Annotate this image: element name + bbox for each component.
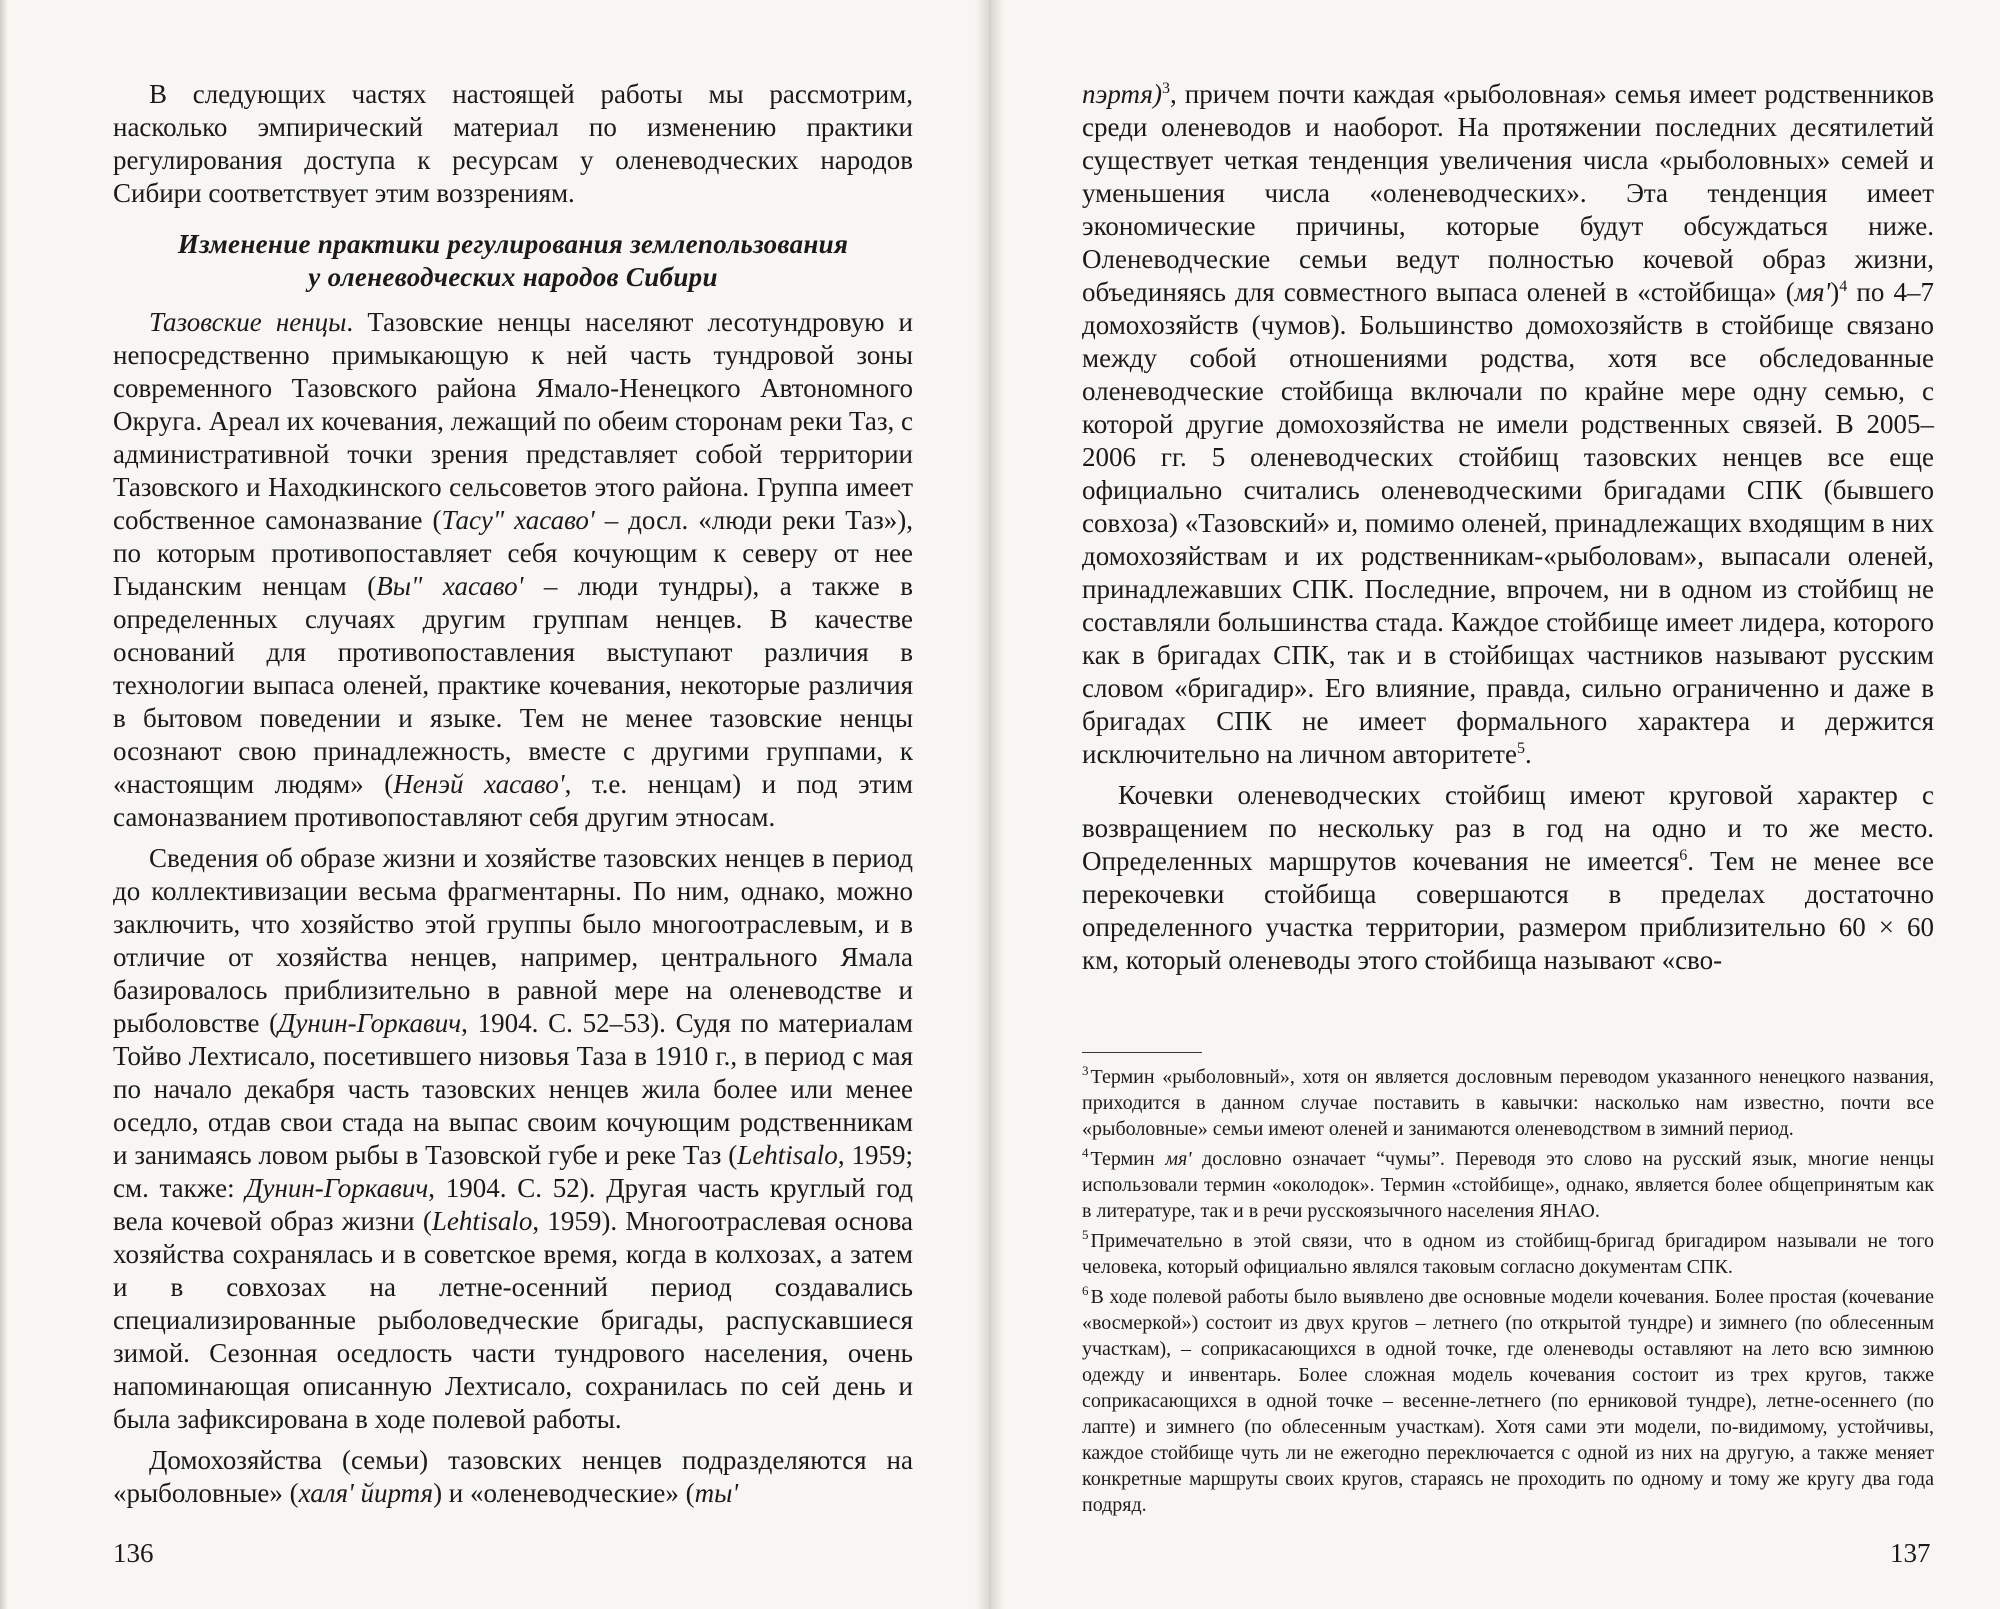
text-run: ) bbox=[1152, 79, 1162, 109]
section-heading-line1: Изменение практики регулирования землепользования bbox=[177, 229, 849, 259]
term: пэртя bbox=[1082, 79, 1153, 109]
text-run: – люди тундры), а также в определенных случаях другим группам ненцев. В качестве оснований для противопоставления выступают различия в технологии выпаса оленей, практике кочевания, некоторые различия в бытовом поведении и языке. Тем не менее тазовские ненцы осознают свою принадлежность, вместе с другими группами, к «настоящим людям» ( bbox=[113, 571, 913, 799]
footnote-ref[interactable]: 4 bbox=[1839, 278, 1848, 295]
page-number-right: 137 bbox=[1890, 1538, 1931, 1568]
paragraph-continuation bbox=[1082, 78, 1934, 771]
text-run: , т.е. ненцам) и под этим самоназванием противопоставляют себя другим этносам. bbox=[113, 769, 913, 832]
footnote-5 bbox=[1082, 1228, 1934, 1280]
footnote-number: 3 bbox=[1082, 1063, 1089, 1079]
citation: Дунин-Горкавич bbox=[278, 1008, 462, 1038]
text-run: Кочевки оленеводческих стойбищ имеют круговой характер с возвращением по нескольку раз в год на одно и то же место. Определенных маршрутов кочевания не имеется bbox=[1082, 780, 1934, 876]
text-run: , причем почти каждая «рыболовная» семья имеет родственников среди оленеводов и наоборот. На протяжении последних десятилетий существует четкая тенденция увеличения числа «рыболовных» семей и уменьшения числа «оленеводческих». Эта тенденция имеет экономические причины, которые будут обсуждаться ниже. Оленеводческие семьи ведут полностью кочевой образ жизни, объединяясь для совместного выпаса оленей в «стойбища» ( bbox=[1082, 79, 1934, 307]
footnote-number: 4 bbox=[1082, 1145, 1089, 1161]
term: Тасу" хасаво' bbox=[441, 505, 595, 535]
citation: Lehtisalo bbox=[431, 1206, 533, 1236]
text-run: ) и «оленеводческие» ( bbox=[433, 1478, 695, 1508]
term: мя' bbox=[1165, 1148, 1192, 1170]
term: халя' йиртя bbox=[298, 1478, 434, 1508]
book-gutter bbox=[975, 0, 1005, 1609]
footnote-text: Термин «рыболовный», хотя он является дословным переводом указанного ненецкого названия, приходится в данном случае поставить в кавычки: насколько нам известно, почти все «рыболовные» семьи имеют оленей и занимаются оленеводством в зимний период. bbox=[1082, 1066, 1934, 1140]
footnote-ref[interactable]: 5 bbox=[1516, 740, 1525, 757]
footnote-4 bbox=[1082, 1146, 1934, 1224]
right-page-text bbox=[1082, 78, 1934, 977]
term: ты' bbox=[694, 1478, 739, 1508]
text-run: , 1959; см. также: bbox=[113, 1140, 913, 1203]
footnote-6 bbox=[1082, 1284, 1934, 1518]
footnote-text: дословно означает “чумы”. Переводя это слово на русский язык, многие ненцы использовали термин «околодок». Термин «стойбище», однако, является более общепринятым как в литературе, так и в речи русскоязычного населения ЯНАО. bbox=[1082, 1148, 1935, 1222]
paragraph-households bbox=[113, 1444, 913, 1510]
citation: Дунин-Горкавич bbox=[245, 1173, 429, 1203]
text-run: Сведения об образе жизни и хозяйстве тазовских ненцев в период до коллективизации весьма фрагментарны. По ним, однако, можно заключить, что хозяйство этой группы было многоотраслевым, и в отличие от хозяйства ненцев, например, центрального Ямала базировалось приблизительно в равной мере на оленеводстве и рыболовстве ( bbox=[113, 843, 913, 1038]
section-heading-line2: у оленеводческих народов Сибири bbox=[308, 262, 718, 292]
paragraph-taz-nenets bbox=[113, 306, 913, 834]
text-run: , 1959). Многоотраслевая основа хозяйства сохранялась и в советское время, когда в колхозах, а затем и в совхозах на летне-осенний период создавались специализированные рыболоведческие бригады, распускавшиеся зимой. Сезонная оседлость части тундрового населения, очень напоминающая описанную Лехтисало, сохранилась по сей день и была зафиксирована в ходе полевой работы. bbox=[113, 1206, 914, 1434]
paragraph-migrations bbox=[1082, 779, 1934, 977]
term: Ненэй хасаво' bbox=[393, 769, 565, 799]
text-run: ) bbox=[1830, 277, 1840, 307]
page-edge-shadow bbox=[0, 0, 8, 1609]
text-run: – досл. «люди реки Таз»), по которым противопоставляет себя кочующим к северу от нее Гыданским ненцам ( bbox=[113, 505, 913, 601]
text-run: Домохозяйства (семьи) тазовских ненцев подразделяются на «рыболовные» ( bbox=[113, 1445, 913, 1508]
text-run: . Тазовские ненцы населяют лесотундровую и непосредственно примыкающую к ней часть тундровой зоны современного Тазовского района Ямало-Ненецкого Автономного Округа. Ареал их кочевания, лежащий по обеим сторонам реки Таз, с административной точки зрения представляет собой территории Тазовского и Находкинского сельсоветов этого района. Группа имеет собственное самоназвание ( bbox=[113, 307, 913, 535]
footnote-text: Примечательно в этой связи, что в одном из стойбищ-бригад бригадиром называли не того человека, который официально являлся таковым согласно документам СПК. bbox=[1082, 1230, 1934, 1278]
footnote-ref[interactable]: 3 bbox=[1161, 80, 1170, 97]
section-heading bbox=[113, 228, 913, 294]
term: Вы" хасаво' bbox=[376, 571, 524, 601]
citation: Lehtisalo bbox=[737, 1140, 838, 1170]
paragraph-economy bbox=[113, 842, 913, 1436]
footnote-number: 6 bbox=[1082, 1283, 1089, 1299]
footnote-text: В ходе полевой работы было выявлено две основные модели кочевания. Более простая (кочевание «восмеркой») состоит из двух кругов – летнего (по открытой тундре) и зимнего (по облесенным участкам), – соприкасающихся в одной точке, где оленеводы оставляют на лето всю зимнюю одежду и инвентарь. Более сложная модель кочевания состоит из трех кругов, также соприкасающихся в одной точке – весенне-летнего (по ерниковой тундре), летне-осеннего (по лапте) и зимнего (по облесенным участкам). Хотя сами эти модели, по-видимому, устойчивы, каждое стойбище чуть ли не ежегодно переключается с одной из них на другую, а также меняет конкретные маршруты своих кругов, стараясь не проходить по одному и тому же кругу два года подряд. bbox=[1082, 1286, 1934, 1516]
footnote-3 bbox=[1082, 1064, 1934, 1142]
footnotes bbox=[1082, 1064, 1934, 1522]
footnote-ref[interactable]: 6 bbox=[1679, 847, 1688, 864]
footnote-number: 5 bbox=[1082, 1227, 1089, 1243]
left-page-text bbox=[113, 78, 913, 1510]
intro-paragraph: В следующих частях настоящей работы мы рассмотрим, насколько эмпирический материал по изменению практики регулирования доступа к ресурсам у оленеводческих народов Сибири соответствует этим воззрениям. bbox=[113, 79, 913, 208]
text-run: , 1904. С. 52–53). Судя по материалам Тойво Лехтисало, посетившего низовья Таза в 1910 г., в период с мая по начало декабря часть тазовских ненцев жила более или менее оседло, отдав свои стада на выпас своим кочующим родственникам и занимаясь ловом рыбы в Тазовской губе и реке Таз ( bbox=[113, 1008, 913, 1170]
page-number-left: 136 bbox=[113, 1538, 154, 1568]
paragraph-title: Тазовские ненцы bbox=[149, 307, 347, 337]
text-run: по 4–7 домохозяйств (чумов). Большинство домохозяйств в стойбище связано между собой отношениями родства, хотя все обследованные оленеводческие стойбища включали по крайне мере одну семью, с которой другие домохозяйства не имели родственных связей. В 2005–2006 гг. 5 оленеводческих стойбищ тазовских ненцев все еще официально считались оленеводческими бригадами СПК (бывшего совхоза) «Тазовский» и, помимо оленей, принадлежащих входящим в них домохозяйствам и их родственникам-«рыболовам», выпасали оленей, принадлежавших СПК. Последние, впрочем, ни в одном из стойбищ не составляли большинства стада. Каждое стойбище имеет лидера, которого как в бригадах СПК, так и в стойбищах частников называют русским словом «бригадир». Его влияние, правда, сильно ограниченно и даже в бригадах СПК не имеет формального характера и держится исключительно на личном авторитете bbox=[1082, 277, 1934, 769]
term: мя' bbox=[1794, 277, 1831, 307]
text-run: . Тем не менее все перекочевки стойбища совершаются в пределах достаточно определенного участка территории, размером приблизительно 60 × 60 км, который оленеводы этого стойбища называют «сво- bbox=[1082, 846, 1935, 975]
text-run: , 1904. С. 52). Другая часть круглый год вела кочевой образ жизни ( bbox=[113, 1173, 913, 1236]
footnote-text: Термин bbox=[1090, 1148, 1166, 1170]
text-run: . bbox=[1524, 739, 1532, 769]
footnote-divider bbox=[1082, 1052, 1202, 1053]
